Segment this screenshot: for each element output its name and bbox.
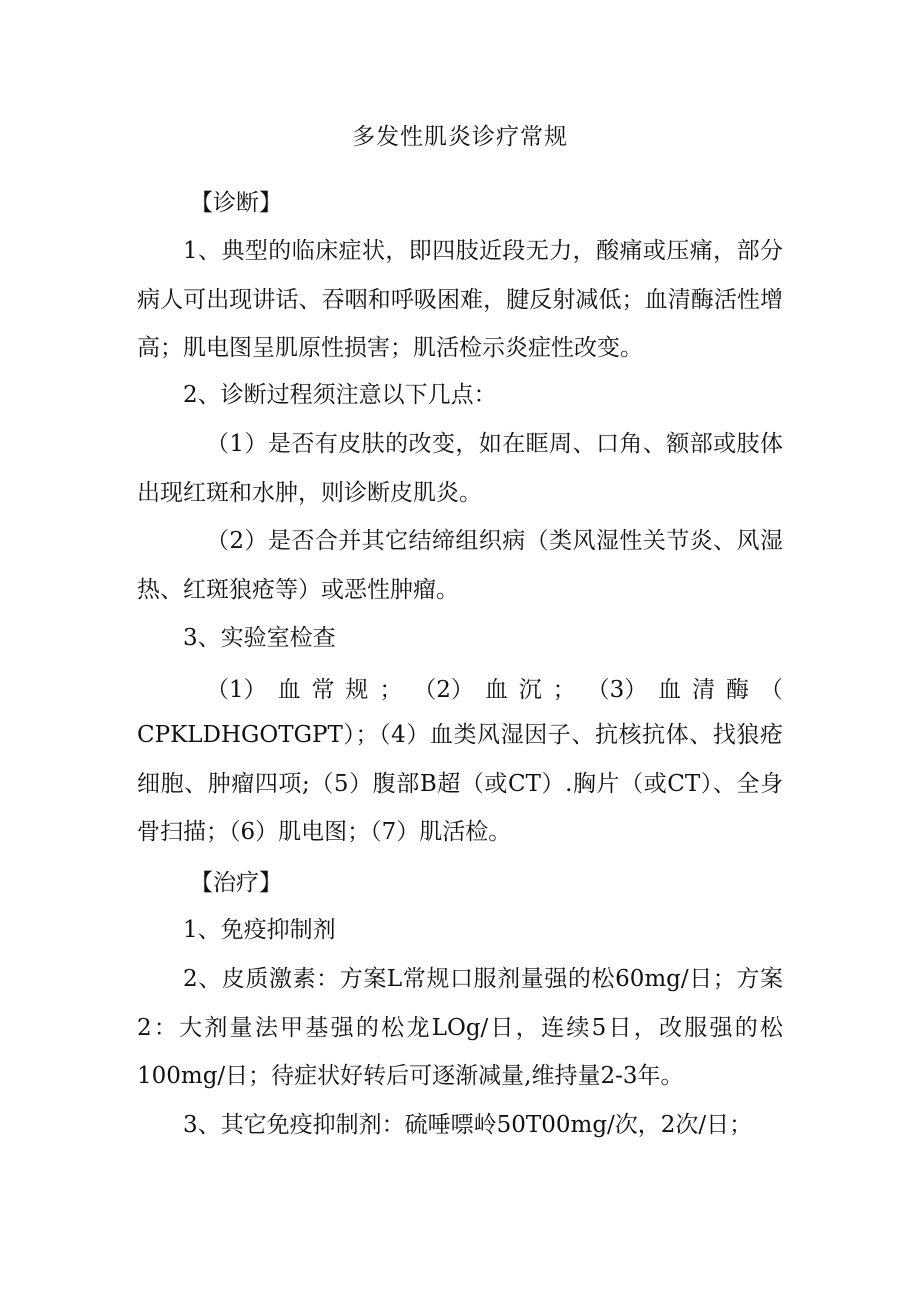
diagnosis-heading: 【诊断】 (190, 190, 282, 216)
lab-token: 酶 (725, 677, 749, 703)
lab-tests-first-line (206, 673, 783, 707)
diagnosis-paragraph-1: 1、典型的临床症状，即四肢近段无力，酸痛或压痛，部分病人可出现讲话、吞咽和呼吸困难，腱反射减低；血清酶活性增高；肌电图呈肌原性损害；肌活检示炎症性改变。 (137, 238, 783, 361)
lab-token: ； (379, 677, 403, 703)
lab-token: 血 (658, 677, 682, 703)
document-title: 多发性肌炎诊疗常规 (352, 124, 568, 150)
treatment-paragraph-1: 1、免疫抑制剂 (183, 917, 336, 943)
treatment-paragraph-3: 3、其它免疫抑制剂：硫唾嘌岭50T00mg/次，2次/日； (183, 1112, 753, 1138)
lab-token: 常 (311, 677, 335, 703)
treatment-heading: 【治疗】 (190, 870, 282, 896)
lab-token: 血 (484, 677, 508, 703)
lab-tests-paragraph: CPKLDHGOTGPT）；（4）血类风湿因子、抗核抗体、找狼疮细胞、肿瘤四项;（5）腹部B超（或CT）.胸片（或CT）、全身骨扫描；（6）肌电图；（7）肌活检。 (137, 722, 783, 845)
diagnosis-paragraph-2: 2、诊断过程须注意以下几点： (183, 382, 497, 408)
lab-token: （1） (206, 677, 267, 703)
diagnosis-paragraph-3: 3、实验室检查 (183, 625, 336, 651)
lab-token: （2） (413, 677, 474, 703)
lab-token: （3） (586, 677, 648, 703)
lab-token: 清 (692, 677, 716, 703)
treatment-paragraph-2: 2、皮质激素：方案L常规口服剂量强的松60mg/日；方案2：大剂量法甲基强的松龙LOg/日，连续5日，改服强的松100mg/日；待症状好转后可逐渐减量,维持量2-3年。 (137, 966, 783, 1089)
diagnosis-item-skin: （1）是否有皮肤的改变，如在眶周、口角、额部或肢体出现红斑和水肿，则诊断皮肌炎。 (137, 431, 783, 506)
lab-token: 规 (345, 677, 369, 703)
lab-token: （ (759, 677, 783, 703)
lab-token: 沉 (518, 677, 542, 703)
lab-token: ； (552, 677, 576, 703)
diagnosis-item-connective-tissue: （2）是否合并其它结缔组织病（类风湿性关节炎、风湿热、红斑狼疮等）或恶性肿瘤。 (137, 528, 783, 603)
lab-token: 血 (277, 677, 301, 703)
